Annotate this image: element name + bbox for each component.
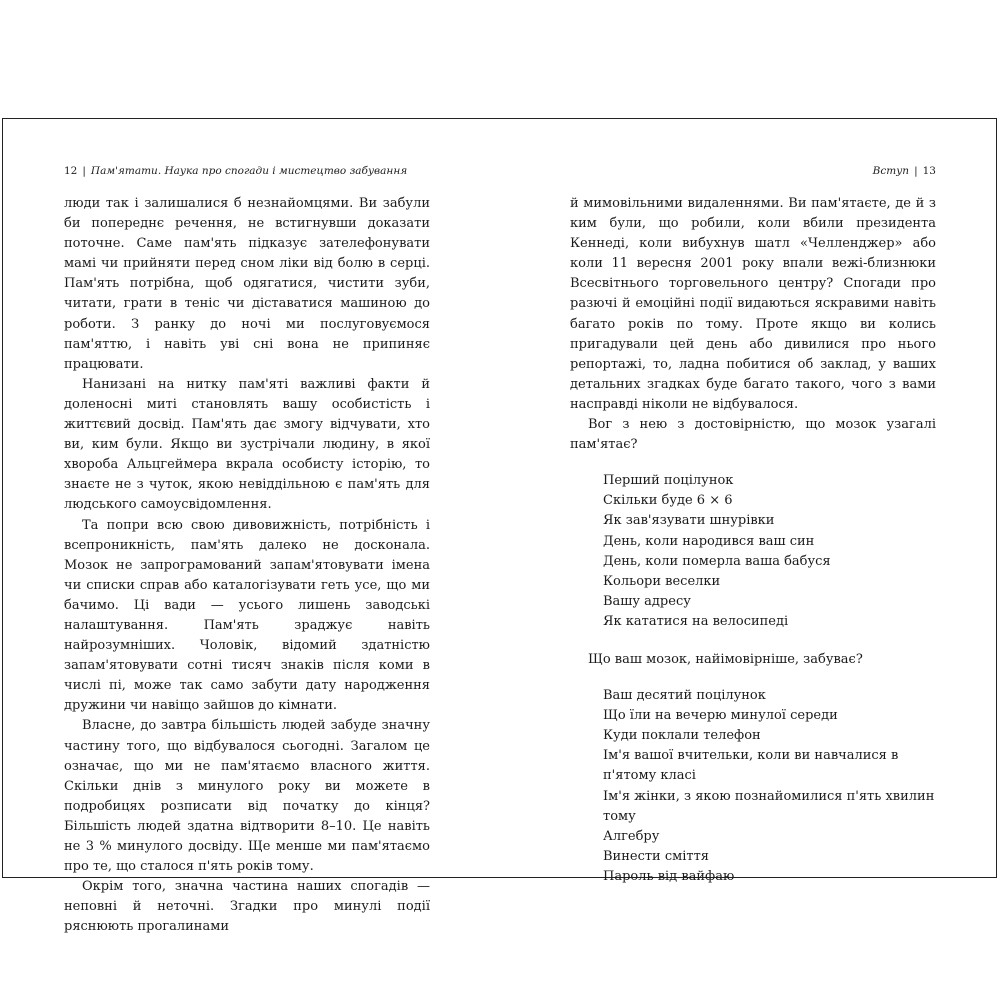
list-item: Ім'я жінки, з якою познайомилися п'ять хвилин тому xyxy=(603,788,935,824)
list-item: Скільки буде 6 × 6 xyxy=(603,493,733,509)
list-item: Куди поклали телефон xyxy=(603,728,761,744)
header-separator: | xyxy=(914,165,918,177)
left-running-header xyxy=(64,165,407,177)
question-remembers: Вог з нею з достовірністю, що мозок узагалі пам'ятає? xyxy=(570,417,936,453)
list-item: День, коли народився ваш син xyxy=(603,533,815,549)
left-page-body xyxy=(64,194,430,937)
paragraph: Власне, до завтра більшість людей забуде значну частину того, що відбувалося сьогодні. Загалом це означає, що ми не пам'ятаємо власного життя. Скільки днів з минулого року ви можете в подробицях розписати від початку до кінця? Більшість людей здатна відтворити 8–10. Це навіть не 3 % минулого досвіду. Ще менше ми пам'ятаємо про те, що сталося п'ять років тому. xyxy=(64,718,430,875)
right-header-title: Вступ xyxy=(872,165,910,177)
header-separator: | xyxy=(82,165,86,177)
left-header-title: Пам'ятати. Наука про спогади і мистецтво забування xyxy=(90,165,408,177)
list-item: Ваш десятий поцілунок xyxy=(603,688,766,704)
list-item: Алгебру xyxy=(603,828,660,844)
paragraph: люди так і залишалися б незнайомцями. Ви забули би попереднє речення, не встигнувши доказати поточне. Саме пам'ять підказує зателефонувати мамі чи прийняти перед сном ліки від болю в серці. Пам'ять потрібна, щоб одягатися, чистити зуби, читати, грати в теніс чи діставатися машиною до роботи. З ранку до ночі ми послуговуємося пам'яттю, і навіть уві сні вона не припиняє працювати. xyxy=(64,196,430,372)
list-item: Ім'я вашої вчительки, коли ви навчалися в п'ятому класі xyxy=(603,748,899,784)
list-item: Вашу адресу xyxy=(603,593,691,609)
list-item: Як кататися на велосипеді xyxy=(603,613,789,629)
list-item: Кольори веселки xyxy=(603,573,721,589)
list-item: Як зав'язувати шнурівки xyxy=(603,513,775,529)
list-item: Пароль від вайфаю xyxy=(603,868,735,884)
paragraph: Нанизані на нитку пам'яті важливі факти й доленосні миті становлять вашу особистість і життєвий досвід. Пам'ять дає змогу відчувати, хто ви, ким були. Якщо ви зустрічали людину, в якої хвороба Альцгеймера вкрала особисту історію, то знаєте не з чуток, якою невіддільною є пам'ять для людського самоусвідомлення. xyxy=(64,376,430,513)
question-forgets: Що ваш мозок, найімовірніше, забуває? xyxy=(588,651,863,667)
list-item: Винести сміття xyxy=(603,848,709,864)
right-page-body xyxy=(570,194,936,887)
right-page-number: 13 xyxy=(922,165,936,177)
list-item: Перший поцілунок xyxy=(603,473,734,489)
list-item: День, коли померла ваша бабуся xyxy=(603,553,831,569)
forgotten-list xyxy=(570,686,936,887)
paragraph: Окрім того, значна частина наших спогадів — неповні й неточні. Згадки про минулі події ряснюють прогалинами xyxy=(64,879,430,935)
list-item: Що їли на вечерю минулої середи xyxy=(603,708,838,724)
remembered-list xyxy=(570,471,936,632)
paragraph: й мимовільними видаленнями. Ви пам'ятаєте, де й з ким були, що робили, коли вбили президента Кеннеді, коли вибухнув шатл «Челленджер» або коли 11 вересня 2001 року впали вежі-близнюки Всесвітнього торговельного центру? Спогади про разючі й емоційні події видаються яскравими навіть багато років по тому. Проте якщо ви колись пригадували цей день або дивилися про нього репортажі, то, ладна побитися об заклад, у ваших детальних згадках буде багато такого, чого з вами насправді ніколи не відбувалося. xyxy=(570,196,936,412)
right-running-header xyxy=(873,165,936,177)
left-page-number: 12 xyxy=(64,165,78,177)
paragraph: Та попри всю свою дивовижність, потрібність і всепроникність, пам'ять далеко не досконала. Мозок не запрограмований запам'ятовувати імена чи списки справ або каталогізувати геть усе, що ми бачимо. Ці вади — усього лишень заводські налаштування. Пам'ять зраджує навіть найрозумніших. Чоловік, відомий здатністю запам'ятовувати сотні тисяч знаків після коми в числі пі, може так само забути дату народження дружини чи навіщо зайшов до кімнати. xyxy=(64,517,430,714)
